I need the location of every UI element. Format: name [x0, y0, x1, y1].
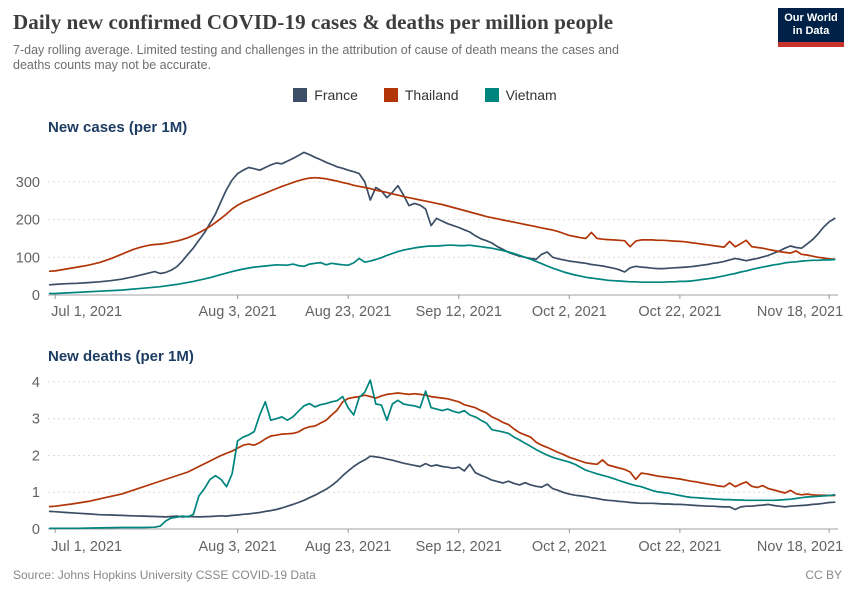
y-tick-label-0: 0 [31, 288, 40, 304]
x-tick-label: Aug 3, 2021 [198, 539, 277, 555]
x-tick-label: Nov 18, 2021 [756, 304, 844, 320]
series-line-france [50, 456, 835, 517]
x-tick-label: Aug 3, 2021 [198, 304, 277, 320]
y-tick-label-4: 4 [31, 374, 40, 391]
x-tick-label: Oct 22, 2021 [638, 539, 722, 555]
legend-item-france [293, 87, 358, 103]
x-tick-label: Oct 22, 2021 [638, 304, 722, 320]
x-tick-label: Jul 1, 2021 [51, 539, 123, 555]
deaths-chart-title: New deaths (per 1M) [48, 348, 194, 365]
page-title: Daily new confirmed COVID-19 cases & deaths per million people [13, 10, 614, 34]
vietnam-color-swatch [485, 88, 499, 102]
y-tick-label-100: 100 [15, 250, 40, 267]
france-color-swatch [293, 88, 307, 102]
y-tick-label-1: 1 [31, 485, 40, 502]
chart-legend [0, 87, 850, 103]
series-line-thailand [50, 178, 835, 272]
x-tick-label: Oct 2, 2021 [531, 304, 607, 320]
legend-label-vietnam: Vietnam [505, 87, 557, 103]
x-tick-label: Sep 12, 2021 [415, 539, 502, 555]
cases-chart-title: New cases (per 1M) [48, 119, 188, 136]
x-tick-label: Aug 23, 2021 [305, 539, 392, 555]
deaths-chart-plot[interactable] [0, 372, 850, 558]
owid-logo-line2: in Data [792, 25, 830, 37]
owid-logo-line1: Our World [784, 12, 838, 25]
legend-item-thailand [384, 87, 459, 103]
legend-item-vietnam [485, 87, 557, 103]
thailand-color-swatch [384, 88, 398, 102]
x-tick-label: Aug 23, 2021 [305, 304, 392, 320]
y-tick-label-3: 3 [31, 411, 40, 428]
x-tick-label: Nov 18, 2021 [756, 539, 844, 555]
series-line-vietnam [50, 245, 835, 293]
license-link[interactable]: CC BY [805, 568, 842, 582]
page-subtitle: 7-day rolling average. Limited testing and challenges in the attribution of cause of death means the cases and deaths counts may not be accurate. [13, 43, 619, 73]
y-tick-label-0: 0 [31, 522, 40, 538]
owid-logo[interactable] [778, 8, 844, 47]
cases-chart-plot[interactable] [0, 140, 850, 322]
y-tick-label-300: 300 [15, 174, 40, 191]
y-tick-label-2: 2 [31, 448, 40, 465]
source-attribution: Source: Johns Hopkins University CSSE COVID-19 Data [13, 568, 316, 582]
y-tick-label-200: 200 [15, 212, 40, 229]
x-tick-label: Sep 12, 2021 [415, 304, 502, 320]
legend-label-france: France [314, 87, 358, 103]
x-tick-label: Oct 2, 2021 [531, 539, 607, 555]
series-line-france [50, 152, 835, 284]
x-tick-label: Jul 1, 2021 [51, 304, 123, 320]
legend-label-thailand: Thailand [404, 87, 459, 103]
